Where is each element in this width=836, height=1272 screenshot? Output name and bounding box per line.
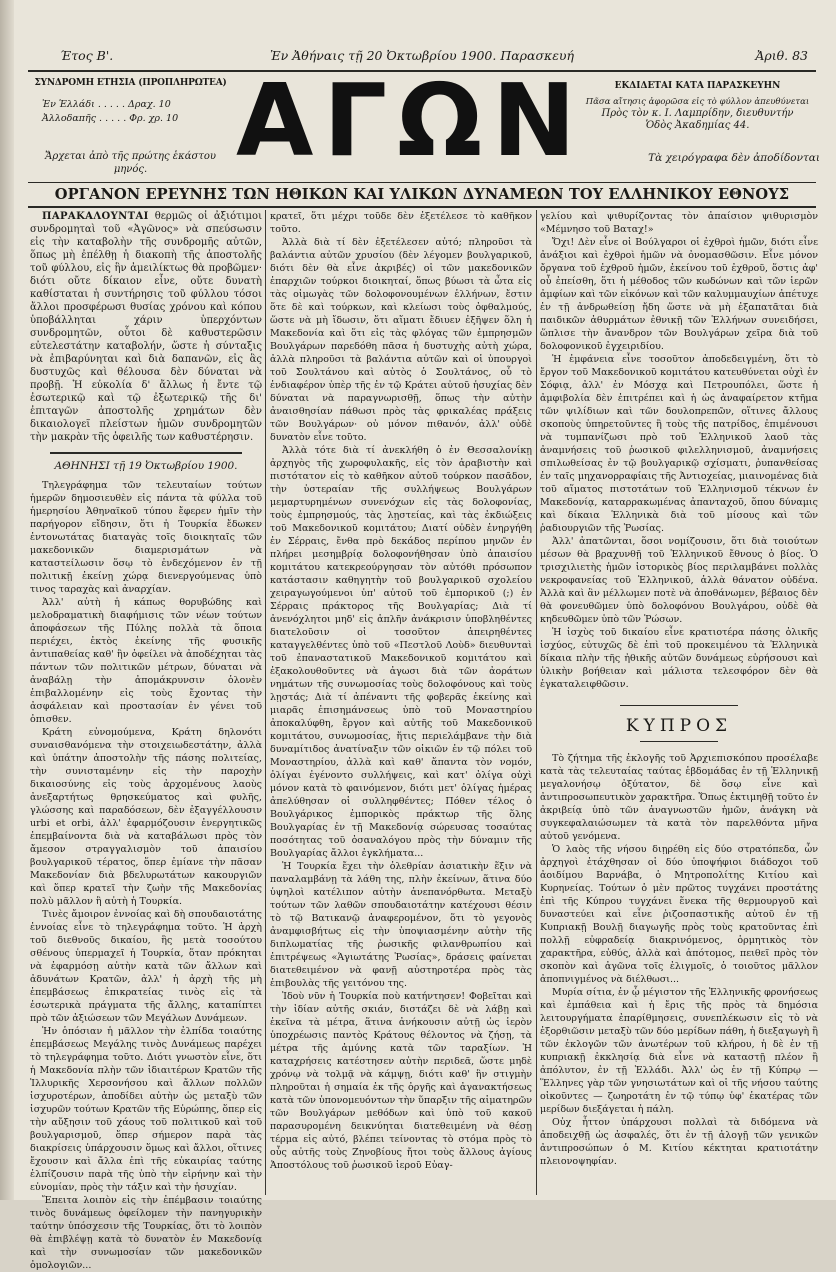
subtitle-rule-bottom xyxy=(28,206,816,208)
newspaper-subtitle: ΟΡΓΑΝΟΝ ΕΡΕΥΝΗΣ ΤΩΝ ΗΘΙΚΩΝ ΚΑΙ ΥΛΙΚΩΝ ΔΥΝΑΜΕΩΝ ΤΟΥ ΕΛΛΗΝΙΚΟΥ ΕΘΝΟΥΣ xyxy=(54,186,790,203)
publication-info xyxy=(575,80,820,164)
article-paragraph: Ἀλλὰ τότε διὰ τί ἀνεκλήθη ὁ ἐν Θεσσαλονίκῃ ἀρχηγὸς τῆς χωροφυλακῆς, εἰς τὸν ἀραβιστὴν καὶ πιστότατον εἰς τὸ καθῆκον αὐτοῦ τούρκον πασᾶδον, τὴν ὑστεραίαν τῆς συλλήψεως Βουλγάρων μεμαρτυρημένων συνενόχων εἰς τὰς δολοφονίας, τοὺς ἐμπρησμούς, τὰς λῃστείας, καὶ τὰς ἐκδιώξεις τοῦ Μακεδονικοῦ κομιτάτου; Διατί οὐδὲν ἐνηργήθη ἐν Σέρραις, ἔνθα πρὸ δεκάδος περίπου μηνῶν ἐν πλήρει μεσημβρίᾳ δολοφονήθησαν ὑπὸ ἀπαισίου κομιτάτου κατεκρεούργησαν τὸν αὐτόθι πρόσωπον κατάστασιν καθηγητὴν τοῦ βουλγαρικοῦ σχολείου χειραγωγούμενοι ὑπ' αὐτοῦ τοῦ ἐμπορικοῦ (;) ἐν Σέρραις πράκτορος τῆς Βουλγαρίας; Διὰ τί ἀνενόχλητοι μηδ' εἰς ἁπλῆν ἀνάκρισιν ὑποβληθέντες διατελοῦσιν οἱ τοσοῦτον ἀπειρηθέντες καταγγελθέντες ὑπὸ τοῦ «Πεστλοῦ Λοὺδ» διευθυνταὶ τοῦ ἐπαναστατικοῦ Μακεδονικοῦ κομιτάτου καὶ ἐξακολουθοῦντες νὰ ἀγωσι διὰ τῶν ἀοράτων νημάτων τῆς συνωμοσίας τοὺς δολοφόνους καὶ τοὺς λῃστάς; Διὰ τί ἀπέναντι τῆς φοβερᾶς ἐκείνης καὶ μιαρᾶς ἐπισημάνσεως ὑπὸ τοῦ Μοναστηρίου ἀποκαλύφθη, ἔργον καὶ αὐτῆς τοῦ Μακεδονικοῦ κομιτάτου, συνωμοσίας, ἥτις περιελάμβανε τὴν διὰ δυναμίτιδος ἀνατίναξιν τῶν οἰκιῶν ἐν τῷ πόλει τοῦ Μοναστηρίου, ἀλλὰ καὶ καθ' ἅπαντα τὸν νομόν, ὀλίγαι ἐγένοντο συλλήψεις, καὶ κατ' ὀλίγα οὐχὶ μόνον κατὰ τὸ φαινόμενον, διότι μετ' ὀλίγας ἡμέρας ἀπελύθησαν οἱ συλληφθέντες; Πόθεν τέλος ὁ Βουλγάρικος ἐμπορικὸς πράκτωρ τῆς ὅλης Βουλγαρίας ἐν τῇ Μακεδονίᾳ σώρευσας τοσαύτας ποσότητας τοῦ ὀσαναλόγου πρὸς τὴν δύναμιν τῆς Βουλγαρίας ἄλλοι ἐγκλήματα... xyxy=(270,445,532,859)
article-paragraph: κρατεῖ, ὅτι μέχρι τοῦδε δὲν ἐξετέλεσε τὸ καθῆκον τοῦτο. xyxy=(270,211,532,235)
section-divider xyxy=(620,705,738,706)
subtitle-rule-top xyxy=(28,182,816,183)
column-1 xyxy=(30,210,262,1271)
article-paragraph: Ἡ Τουρκία ἔχει τὴν ὀλεθρίαν ἀσιατικὴν ἕξιν νὰ παναλαμβάνῃ τὰ λάθη της, πλὴν ἐκείνων, ἅτινα δύο ὑψηλοὶ κατέλιπον αὐτὴν ἀνεπανόρθωτα. Μεταξὺ τούτων τῶν λαθῶν σπουδαιοτάτην κατέχουσι θέσιν τὸ τῷ Βατικανῷ ἀναφερομένον, ὅτι τὸ γεγονὸς ἀναμφισβήτως εἰς τὴν ὑποψιασμένην αὐτὴν τῆς διπλωματίας τῆς ῥωσικῆς φιλανθρωπίου καὶ ἐπιτρέψεως «Ἁγιωτάτης Ῥωσίας», δράσεις φαίνεται διατεθειμένον νὰ φανῇ αὐστηροτέρα πρὸς τὰς ἐπιβουλὰς τῆς γειτόνου της. xyxy=(270,861,532,989)
article-paragraph: Τινὲς ἄμοιρον ἐννοίας καὶ δὴ σπουδαιοτάτης ἐννοίας εἶνε τὸ τηλεγράφημα τοῦτο. Ἡ ἀρχὴ τοῦ διεθνοῦς δικαίου, ἣς μετὰ τοσούτου σθένους ὑπερμαχεῖ ἡ Τουρκία, ὅταν πρόκηται νὰ ἐφαρμόσῃ αὐτὴν κατὰ τῶν ἄλλων καὶ ἀδυνάτων Κρατῶν, ἀλλ' ἡ ἀρχὴ τῆς μὴ ἐπεμβάσεως ἐπικρατείας τινὸς εἰς τὰ ἐσωτερικὰ πράγματα τῆς ἄλλης, καταπίπτει πρὸ τῶν ἀξιώσεων τῶν Μεγάλων Δυνάμεων. xyxy=(30,909,262,1024)
article-paragraph: γελίου καὶ ψιθυρίζοντας τὸν ἀπαίσιον ψιθυρισμὸν «Μέμνησο τοῦ Βαταχ!» xyxy=(540,211,818,235)
column-divider-1 xyxy=(265,210,266,1195)
article-paragraph: Ὁ λαὸς τῆς νήσου διῃρέθη εἰς δύο στρατόπεδα, ὧν ἀρχηγοὶ ἐτάχθησαν οἱ δύο ὑποψήφιοι διάδοχοι τοῦ ἀοιδίμου Βαρνάβα, ὁ Μητροπολίτης Κιτίου καὶ Κυρηνείας. Τούτων ὁ μὲν πρῶτος τυγχάνει προστάτης ἐπὶ τῆς Κύπρου τυγχάνει ἕνεκα τῆς θερμουργοῦ καὶ δυναστεύει καὶ εἶνε ῥιζοσπαστικῆς αὐτοῦ ἐν τῇ Κυπριακῇ Βουλῇ διαγωγῆς πρὸς τοὺς κρατοῦντας ἐπὶ πολλῇ εὐφραδείᾳ διακρινόμενος, ὁρμητικὸς τὸν χαρακτῆρα, εὐθύς, ἀλλὰ καὶ ἀπότομος, πειθεῖ πρὸς τὸν σκοπὸν καὶ ἀγῶνα τοῖς ἑλιγμοῖς, ὁ τοιοῦτος μᾶλλον ἀποπνιγμένος νὰ διέλθωσι... xyxy=(540,844,818,985)
article-paragraph: Ἡ ἐμφάνεια εἶνε τοσοῦτον ἀποδεδειγμένη, ὅτι τὸ ἔργον τοῦ Μακεδονικοῦ κομιτάτου κατευθύνεται οὐχὶ ἐν Σόφιᾳ, ἀλλ' ἐν Μόσχᾳ καὶ Πετρουπόλει, ὥστε ἡ ἀμφιβολία δὲν ἐπιτρέπει καὶ ἡ ὡς ἀναφαίρετον κτῆμα τῶν ψιλίδιων καὶ τῶν δουλοπρεπῶν, οἵτινες ἄλλους σκοποὺς ὑπηρετοῦντες ἢ τοὺς τῆς πατρίδος, ἐπιμένουσι νὰ τυμπανίζωσι πρὸ τοῦ Ἑλληνικοῦ λαοῦ τὰς ἀναμνήσεις τοῦ ῥωσικοῦ φιλελληνισμοῦ, ἀναμνήσεις σπιλωθείσας ἐν τῷ βουλγαρικῷ σχίσματι, ῥυπανθείσας ἐν ταῖς μηχανορραφίαις τῆς Ἀντιοχείας, μιαινομένας διὰ τοῦ αἵματος πιστοτάτων τοῦ Ἑλληνισμοῦ τέκνων ἐν Μακεδονίᾳ, καταρρακωμένας ἀπανταχοῦ, ὅπου δύναμις καὶ δίκαια Ἑλληνικὰ διὰ τοῦ μίσους καὶ τῶν ῥαδιουργιῶν τῆς Ῥωσίας. xyxy=(540,354,818,534)
article-paragraph: Τὸ ζήτημα τῆς ἐκλογῆς τοῦ Ἀρχιεπισκόπου προσέλαβε κατὰ τὰς τελευταίας ταύτας ἑβδομάδας ἐν τῇ Ἑλληνικῇ μεγαλονήσῳ ὀξύτατον, δὲ ὅσῳ εἶνε καὶ ἀντιπροσωπευτικὸν χαρακτῆρα. Ὅπως ἐκτιμηθῇ τοῦτο ἐν ἀκριβείᾳ ὑπὸ τῶν ἀναγνωστῶν ἡμῶν, ἀνάγκη νὰ συγκεφαλαιώσωμεν τὰ κατὰ τὸν παρελθόντα μῆνα αὐτοῦ γενόμενα. xyxy=(540,753,818,842)
article-paragraph: Κράτη εὐνομούμενα, Κράτη δηλονότι συναισθανόμενα τὴν στοιχειωδεστάτην, ἀλλὰ καὶ ὑπάτην ἀποστολὴν τῆς πάσης πολιτείας, τὴν συνισταμένην εἰς τὴν παροχὴν δικαιοσύνης εἰς τοὺς ἀρχομένους λαοὺς ἀνεξαρτήτως θρησκεύματος καὶ φυλῆς, γλώσσης καὶ παραδόσεων, δὲν ἐξαγγέλλουσιν urbi et orbi, ἀλλ' ἐφαρμόζουσιν ἐνεργητικῶς ἐπεμβαίνοντα διὰ νὰ καταβάλωσι πρὸς τὸν ἄμεσον στραγγαλισμὸν τοῦ ἀπαισίου βουλγαρικοῦ τέρατος, ὅπερ ἐμίανε τὴν πᾶσαν Μακεδονίαν διὰ βδελυρωτάτων κακουργιῶν καὶ ὅπερ κρατεῖ τὴν ζωὴν τῆς Μακεδονίας πολὺ μᾶλλον ἢ αὐτὴ ἡ Τουρκία. xyxy=(30,727,262,907)
column-3 xyxy=(540,210,818,1195)
notice-divider xyxy=(50,452,242,454)
column-divider-2 xyxy=(536,210,537,1195)
manuscripts-note: Τὰ χειρόγραφα δὲν ἀποδίδονται xyxy=(648,152,820,164)
contact-line-1: Πᾶσα αἴτησις ἀφορῶσα εἰς τὸ φύλλον ἀπευθύνεται xyxy=(585,97,810,107)
article-paragraph: Ἀλλ' ἀπατῶνται, ὅσοι νομίζουσιν, ὅτι διὰ τοιούτων μέσων θὰ βραχυνθῇ τοῦ Ἑλληνικοῦ ἔθνους ὁ βίος. Ὁ τρισχιλιετὴς ἡμῶν ἱστορικὸς βίος περιλαμβάνει πολλὰς νεκροφανείας τοῦ Ἑλληνικοῦ, ἀλλὰ θάνατον οὐδένα. Ἀλλὰ καὶ ἂν μέλλωμεν ποτὲ νὰ ἀποθάνωμεν, βέβαιος δὲν θὰ φονευθῶμεν ὑπὸ δολοφόνου Βουλγάρου, οὐδὲ θὰ κηδευθῶμεν ὑπὸ τῶν Ῥώσων. xyxy=(540,536,818,625)
article-paragraph: Ἰδοὺ νῦν ἡ Τουρκία ποὺ κατήντησεν! Φοβεῖται καὶ τὴν ἰδίαν αὐτῆς σκιάν, διστάζει δὲ νὰ λάβῃ καὶ ἐκεῖνα τὰ μέτρα, ἅτινα ἀνήκουσιν αὐτῇ ὡς ἱερὸν ὑποχρέωσις παντὸς Κράτους θέλοντος νὰ ζήσῃ, τὰ μέτρα τῆς ἀμύνης κατὰ τῶν ταραξίων. Ἡ καταχρήσεις κατέστησεν αὐτὴν περιδεᾶ, ὥστε μηδὲ χρόνῳ νὰ τολμᾷ νὰ κάμψῃ, διότι καθ' ἣν στιγμὴν πληροῦται ἡ σημαία ἐκ τῆς ὀργῆς καὶ ἀγανακτήσεως κατὰ τῶν ὑπονομευόντων τὴν ὕπαρξιν τῆς αἱματηρῶν τῶν Βουλγάρων μεθόδων καὶ ὑπὸ τοῦ κακοῦ παρασυρομένη δεικνύηται διατεθειμένη νὰ θέσῃ τέρμα εἰς αὐτό, βλέπει τείνοντας τὸ στόμα πρὸς τὸ οὖς αὐτῆς τοὺς Ζηνοβίους ἤτοι τοὺς ἄλλους ἁγίους Ἀποστόλους τοῦ ῥωσικοῦ ἱεροῦ Εὐαγ- xyxy=(270,991,532,1171)
article-paragraph: Τηλεγράφημα τῶν τελευταίων τούτων ἡμερῶν δημοσιευθὲν εἰς πάντα τὰ φύλλα τοῦ ἡμερησίου Ἀθηναϊκοῦ τύπου ἔφερεν ἡμῖν τὴν παρήγορον εἴδησιν, ὅτι ἡ Τουρκία ἔδωκεν ἐντονωτάτας διαταγὰς τοῖς διοικηταῖς τῶν μακεδονικῶν διαμερισμάτων νὰ καταστείλωσιν ὅσῳ τὸ ἐνδεχόμενον ἐν τῇ πολιτικῇ ἐκείνῃ χώρᾳ διενεργούμενας ὑπὸ τινος ταραχὰς καὶ ἀναρχίαν. xyxy=(30,480,262,595)
notice-lead-word: ΠΑΡΑΚΑΛΟΥΝΤΑΙ xyxy=(42,211,149,222)
article-paragraph: Ἡ ἰσχὺς τοῦ δικαίου εἶνε κρατιοτέρα πάσης ὀλικῆς ἰσχύος, εὐτυχῶς δὲ ἐπὶ τοῦ προκειμένου τὰ Ἑλληνικὰ δίκαια πλὴν τῆς ἠθικῆς αὐτῶν δυνάμεως εὑρήσουσι καὶ ὑλικὴν βοήθειαν καὶ μάλιστα τελεσφόρον δὲν θὰ ἐγκαταλειφθῶσιν. xyxy=(540,627,818,690)
article-paragraph: Ἔπειτα λοιπὸν εἰς τὴν ἐπέμβασιν τοιαύτης τινὸς δυνάμεως ὀφείλομεν τὴν πανηγυρικὴν ταύτην ὑπόσχεσιν τῆς Τουρκίας, ὅτι τὸ λοιπὸν θὰ ἐπιβλέψῃ κατὰ τὸ δυνατὸν ἐν Μακεδονίᾳ καὶ τὴν συνωμοσίαν τῶν μακεδονικῶν ὀμολογιῶν... xyxy=(30,1195,262,1271)
publication-schedule: ΕΚΔΙΔΕΤΑΙ ΚΑΤΑ ΠΑΡΑΣΚΕΥΗΝ xyxy=(614,81,781,91)
article-paragraph: Ἀλλὰ διὰ τί δὲν ἐξετέλεσεν αὐτό; πληροῦσι τὰ βαλάντια αὐτῶν χρυσίου (δὲν λέγομεν βουλγαρικοῦ, διότι δὲν θὰ εἶνε ἀκριβές) οἱ τῶν μακεδονικῶν ἐπαρχιῶν τούρκοι διοικηταί, ὅπως βύωσι τὰ ὦτα εἰς τὰς οἰμωγὰς τῶν δολοφονουμένων ἑλλήνων, ἔστιν ὅτε δὲ καὶ τούρκων, καὶ κλείωσι τοὺς ὀφθαλμούς, ὥστε νὰ μὴ ἴδωσιν, ὅτι αἵματι ἔδιυεν ἐξῆψεν ὅλη ἡ Μακεδονία καὶ ὅτι εἰς τὰς φλόγας τῶν ἐμπρησμῶν Βουλγάρων παρεδόθη πᾶσα ἡ δυστυχὴς αὐτὴ χώρα, ἀλλὰ πληροῦσι τὰ βαλάντια αὐτῶν καὶ οἱ ὑπουργοὶ τοῦ Σουλτάνου καὶ αὐτὸς ὁ Σουλτάνος, οὗ τὸ ἐνδιαφέρον ὑπὲρ τῆς ἐν τῷ Κράτει αὐτοῦ ἡσυχίας δὲν δύναται νὰ παραγνωρισθῇ, ὅπως τὴν αὐτὴν ἀναισθησίαν πάθωσι πρὸς τὰς φρικαλέας πράξεις τῶν Βουλγάρων· οὐ μόνον πιθανόν, ἀλλ' οὐδὲ δυνατὸν εἶνε τοῦτο. xyxy=(270,237,532,443)
rate-domestic: Ἐν Ἑλλάδι . . . . . Δραχ. 10 xyxy=(42,99,171,110)
contact-line-2: Πρὸς τὸν κ. Ι. Λαμπρίδην, διευθυντήν xyxy=(601,108,794,119)
issue-number: Ἀριθ. 83 xyxy=(755,48,808,63)
section-divider xyxy=(640,741,718,742)
article-heading: ΑΘΗΝΗΣΙ τῇ 19 Ὀκτωβρίου 1900. xyxy=(54,460,238,472)
subscription-start-note: Ἄρχεται ἀπὸ τῆς πρώτης ἑκάστου μηνός. xyxy=(45,151,216,175)
article-paragraph: Ἀλλ' αὐτὴ ἡ κάπως θορυβώδης καὶ μελοδραματικὴ διαφήμισις τῶν νέων τούτων ἀποφάσεων τῆς Πύλης πολλὰ τὰ ὅποια περιέχει, ἐκτὸς ἐκείνης τῆς φυσικῆς ἀντιπαθείας καθ' ἢν ὀφείλει νὰ ἀποδέχηται τὰς πάντων τῶν πολιτικῶν μέτρων, δύναται νὰ ἀναβάλῃ τὴν ἀπομάκρυνσιν ὁλονὲν ἐπιβαλλομένην εἰς τοὺς ἔχοντας τὴν ἀσφάλειαν καὶ προστασίαν ἐν γένει τοῦ ὀπισθεν. xyxy=(30,597,262,725)
article-paragraph: Ὄχι! Δὲν εἶνε οἱ Βούλγαροι οἱ ἐχθροὶ ἡμῶν, διότι εἶνε ἀνάξιοι καὶ ἐχθροὶ ἡμῶν νὰ ὀνομασθῶσιν. Εἶνε μόνον ὄργανα τοῦ ἐχθροῦ ἡμῶν, ἐκείνου τοῦ ἐχθροῦ, ὅστις ἀφ' οὗ ἐπείσθη, ὅτι ἡ μέθοδος τῶν κωδώνων καὶ τῶν ἱερῶν ἀμφίων καὶ τῶν εἰκόνων καὶ τῶν καλυμμαυχίων ἀπέτυχε ἐν τῇ ἀνδρωθείσῃ ἤδη ὥστε νὰ μὴ ἐξαπατᾶται διὰ παιδικῶν ἀθυρμάτων ἐθνικῇ τῶν Ἑλλήνων συνειδήσει, ὥπλισε τὴν ἄνανδρον τῶν Βουλγάρων χεῖρα διὰ τοῦ δολοφονικοῦ ἐγχειριδίου. xyxy=(540,237,818,352)
page-binding-edge xyxy=(0,0,14,1200)
section-heading-cyprus: ΚΥΠΡΟΣ xyxy=(625,716,733,736)
newspaper-title: ΑΓΩΝ xyxy=(236,62,586,179)
article-paragraph: Οὐχ ἧττον ὑπάρχουσι πολλαὶ τὰ διδόμενα νὰ ἀποδειχθῇ ὡς ἀσφαλές, ὅτι ἐν τῇ ἀλογῇ τῶν γενικῶν ἀντιπροσώπων ὁ Μ. Κιτίου κέκτηται κρατιοτάτην πλειονοψηφίαν. xyxy=(540,1117,818,1167)
column-2 xyxy=(270,210,532,1195)
subscriber-notice xyxy=(30,210,262,444)
subscription-box xyxy=(28,76,233,176)
year-label: Έτος Β'. xyxy=(60,48,114,63)
notice-body: θερμῶς οἱ ἀξιότιμοι συνδρομηταὶ τοῦ «Ἀγῶνος» νὰ σπεύσωσιν εἰς τὴν καταβολὴν τῆς συνδρομῆς αὐτῶν, ὅπως μὴ ἐπέλθῃ ἡ διακοπὴ τῆς ἀποστολῆς τοῦ φύλλου, εἰς ἣν ἀμειλίκτως θὰ προβῶμεν· διότι οὔτε δίκαιον εἶνε, οὔτε δυνατὴ καθίσταται ἡ συντήρησις τοῦ φύλλου τόσοι ἄλλοι προσφέρωσι θυσίας χρόνου καὶ κόπου ὑποβάλληται χάριν ὑπερχόντων συνδρομητῶν, οὗτοι δὲ καθυστερῶσιν εὐτελεστάτην καταβολήν, ὥστε ἡ σύνταξις νὰ ἐπιβαρύνηται καὶ διὰ δαπανῶν, εἰς ἃς δυστυχῶς καὶ θέλουσα δὲν δύναται νὰ προβῇ. Ἡ εὐκολία δ' ἄλλως ἡ ἔντε τῷ ἐσωτερικῷ καὶ τῷ ἐξωτερικῷ τῆς δι' ἐπιταγῶν ἀποστολῆς χρημάτων δὲν δικαιολογεῖ πλείστων ἡμῶν συνδρομητῶν τὴν μακρὰν τῆς ὀφειλῆς των καθυστέρησιν. xyxy=(30,211,262,443)
article-paragraph: Ἡν ὁπόσιαν ἡ μᾶλλον τὴν ἐλπίδα τοιαύτης ἐπεμβάσεως Μεγάλης τινὸς Δυνάμεως παρέχει τὸ τηλεγράφημα τοῦτο. Διότι γνωστὸν εἶνε, ὅτι ἡ Μακεδονία πλὴν τῶν ἰδιαιτέρων Κρατῶν τῆς Ἰλλυρικῆς Χερσονήσου καὶ ἄλλων πολλῶν ἰσχυροτέρων, ἀποδίδει αὐτὴν ὡς μεταξὺ τῶν ἰσχυρῶν τούτων Κρατῶν τῆς Εὐρώπης, ὅπερ εἰς τὴν αὔξησιν τοῦ χάους τοῦ πολιτικοῦ καὶ τοῦ βουλγαρισμοῦ, ὅπερ σήμερον παρὰ τὰς διακρίσεις ὑπάρχουσιν ὅμως καὶ ἄλλοι, οἵτινες ἔχουσιν καὶ ἄλλα ἐπὶ τῆς εὐκαιρίας ταύτης ἐλπίζουσιν παρὰ τῆς ὑπὸ τὴν εἰρήνην καὶ τὴν εὐνομίαν, πρὸς τὴν τάξιν καὶ τὴν ἡσυχίαν. xyxy=(30,1026,262,1193)
contact-line-3: Ὁδὸς Ἀκαδημίας 44. xyxy=(645,120,750,131)
rate-abroad: Ἀλλοδαπῆς . . . . . Φρ. χρ. 10 xyxy=(42,113,179,124)
article-paragraph: Μυρία σίτια, ἐν ᾧ μέγιστον τῆς Ἑλληνικῆς φρονήσεως καὶ ἐμπάθεια καὶ ἡ ἔρις τῆς πρὸς τὰ δημόσια λειτουργήματα ἐπαρίθμησεις, συνεπλέκωσιν εἰς τὸ νὰ ἐξορθιῶσιν μεταξὺ τῶν δύο μερίδων πάθη, ἡ διεξαγωγὴ ἢ τῶν ἐκλογῶν τῶν ἀνωτέρων τοῦ κλήρου, ἡ δὲ ἐν τῇ κυπριακῇ ἐκκλησίᾳ διὰ εἶνε νὰ καταστῇ πλέον ἢ ἀπόλυτον, ἐν τῇ Ἑλλάδι. Ἀλλ' ὡς ἐν τῇ Κύπρῳ — Ἕλληνες γὰρ τῶν γνησιωτάτων καὶ οἱ τῆς νήσου ταύτης οἰκοῦντες — ζωηροτάτη ἐν τῷ τύπῳ ὑφ' ἑκατέρας τῶν μερίδων διεξάγεται ἡ πάλη. xyxy=(540,987,818,1115)
place-date: Ἐν Ἀθήναις τῇ 20 Ὀκτωβρίου 1900. Παρασκευή xyxy=(270,48,574,63)
subscription-heading: ΣΥΝΔΡΟΜΗ ΕΤΗΣΙΑ (ΠΡΟΠΛΗΡΩΤΕΑ) xyxy=(34,78,227,88)
